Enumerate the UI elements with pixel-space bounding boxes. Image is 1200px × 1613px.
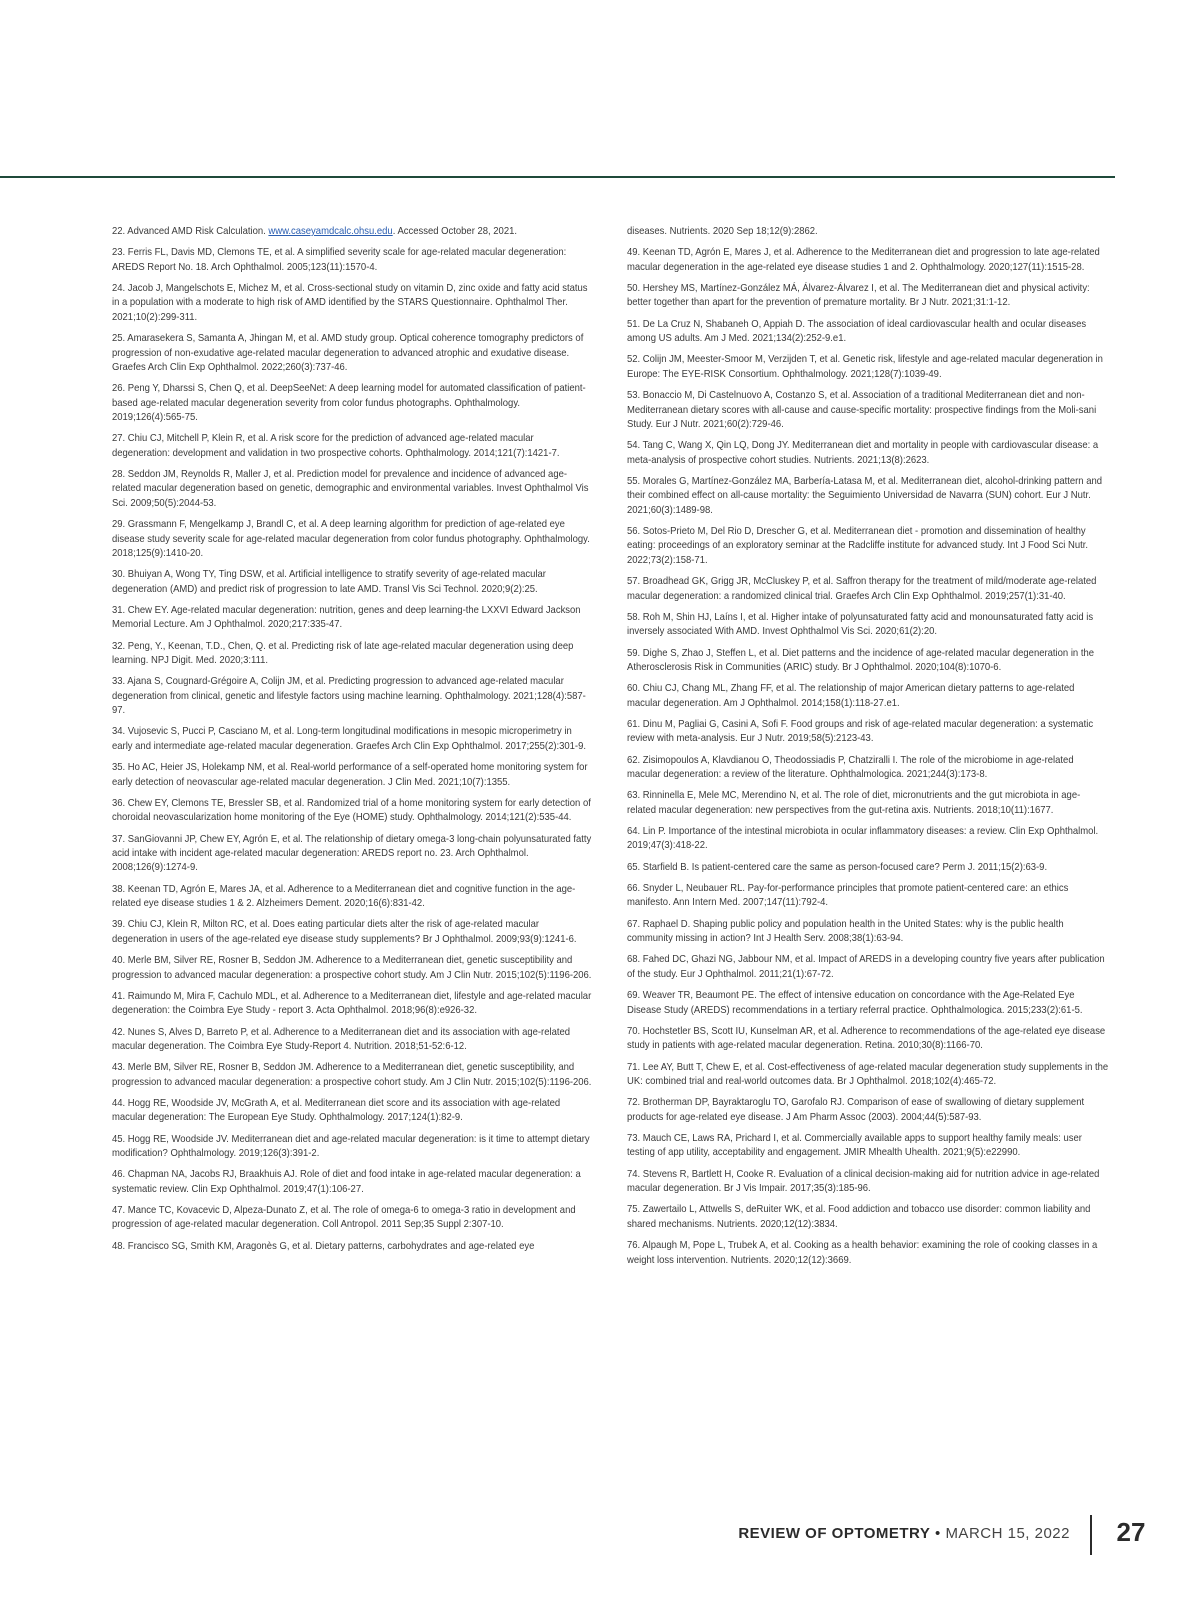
reference-link[interactable]: www.caseyamdcalc.ohsu.edu — [268, 226, 393, 237]
reference-item: 55. Morales G, Martínez-González MA, Barbería-Latasa M, et al. Mediterranean diet, alcohol-drinking pattern and their combined effect on all-cause mortality: the Seguimiento Universidad de Navarra (SUN) cohort. Eur J Nutr. 2021;60(3):1489-98. — [627, 475, 1103, 516]
reference-item: 57. Broadhead GK, Grigg JR, McCluskey P, et al. Saffron therapy for the treatment of mild/moderate age-related macular degeneration: a randomized clinical trial. Graefes Arch Clin Exp Ophthalmol. 2019;257(1):31-40. — [627, 576, 1097, 602]
reference-item: 58. Roh M, Shin HJ, Laíns I, et al. Higher intake of polyunsaturated fatty acid and monounsaturated fatty acid is inversely associated With AMD. Invest Ophthalmol Vis Sci. 2020;61(2):20. — [627, 611, 1094, 638]
reference-item: 75. Zawertailo L, Attwells S, deRuiter WK, et al. Food addiction and tobacco use disorder: common liability and shared mechanisms. Nutrients. 2020;12(12):3834. — [627, 1204, 1091, 1230]
reference-item: 63. Rinninella E, Mele MC, Merendino N, et al. The role of diet, micronutrients and the gut microbiota in age-related macular degeneration: new perspectives from the gut-retina axis. Nutrients. 2018;10(11):1677. — [627, 790, 1081, 816]
reference-item: 74. Stevens R, Bartlett H, Cooke R. Evaluation of a clinical decision-making aid for nutrition advice in age-related macular degeneration. Br J Vis Impair. 2017;35(3):185-96. — [627, 1168, 1100, 1195]
reference-item: 30. Bhuiyan A, Wong TY, Ting DSW, et al. Artificial intelligence to stratify severity of age-related macular degeneration (AMD) and predict risk of progression to late AMD. Transl Vis Sci Technol. 2020;9(2):25. — [112, 569, 546, 595]
reference-item: 23. Ferris FL, Davis MD, Clemons TE, et al. A simplified severity scale for age-related macular degeneration: AREDS Report No. 18. Arch Ophthalmol. 2005;123(11):1570-4. — [112, 247, 567, 273]
reference-item: 32. Peng, Y., Keenan, T.D., Chen, Q. et al. Predicting risk of late age-related macular degeneration using deep learning. NPJ Digit. Med. 2020;3:111. — [112, 640, 574, 667]
reference-item: 65. Starfield B. Is patient-centered care the same as person-focused care? Perm J. 2011;15(2):63-9. — [627, 861, 1048, 873]
reference-item: 61. Dinu M, Pagliai G, Casini A, Sofi F. Food groups and risk of age-related macular degeneration: a systematic review with meta-analysis. Eur J Nutr. 2019;58(5):2123-43. — [627, 718, 1094, 745]
reference-item: 54. Tang C, Wang X, Qin LQ, Dong JY. Mediterranean diet and mortality in people with cardiovascular disease: a meta-analysis of prospective cohort studies. Nutrients. 2021;13(8):2623. — [627, 440, 1099, 466]
footer-publication-line — [738, 1525, 1070, 1542]
reference-item: 43. Merle BM, Silver RE, Rosner B, Seddon JM. Adherence to a Mediterranean diet, genetic susceptibility, and progression to advanced macular degeneration: a prospective cohort study. Am J Clin Nutr. 2015;102(5):1196-206. — [112, 1062, 592, 1088]
reference-item: 27. Chiu CJ, Mitchell P, Klein R, et al. A risk score for the prediction of advanced age-related macular degeneration: development and validation in two prospective cohorts. Ophthalmology. 2014;121(7):1421-7. — [112, 433, 560, 459]
header-rule — [0, 176, 1115, 178]
reference-item: 71. Lee AY, Butt T, Chew E, et al. Cost-effectiveness of age-related macular degeneration study supplements in the UK: combined trial and real-world outcomes data. Br J Ophthalmol. 2018;102(4):465-72. — [627, 1061, 1109, 1087]
page-number: 27 — [1116, 1517, 1146, 1547]
reference-item: 39. Chiu CJ, Klein R, Milton RC, et al. Does eating particular diets alter the risk of age-related macular degeneration in users of the age-related eye disease study supplements? Br J Ophthalmol. 2009;93(9):1241-6. — [112, 919, 577, 945]
reference-item: 46. Chapman NA, Jacobs RJ, Braakhuis AJ. Role of diet and food intake in age-related macular degeneration: a systematic review. Clin Exp Ophthalmol. 2019;47(1):106-27. — [112, 1169, 581, 1195]
reference-item: 45. Hogg RE, Woodside JV. Mediterranean diet and age-related macular degeneration: is it time to attempt dietary modification? Ophthalmology. 2019;126(3):391-2. — [112, 1133, 590, 1160]
reference-item: 47. Mance TC, Kovacevic D, Alpeza-Dunato Z, et al. The role of omega-6 to omega-3 ratio in development and progression of age-related macular degeneration. Coll Antropol. 2011 Sep;35 Suppl 2:307-10. — [112, 1205, 576, 1231]
reference-item: 62. Zisimopoulos A, Klavdianou O, Theodossiadis P, Chatziralli I. The role of the microbiome in age-related macular degeneration: a review of the literature. Ophthalmologica. 2021;244(3):173-8. — [627, 754, 1074, 781]
issue-date: MARCH 15, 2022 — [945, 1525, 1070, 1542]
reference-item: 69. Weaver TR, Beaumont PE. The effect of intensive education on concordance with the Age-Related Eye Disease Study (AREDS) recommendations in a tertiary referral practice. Ophthalmologica. 2015;233(2):61-5. — [627, 990, 1083, 1016]
reference-item: 59. Dighe S, Zhao J, Steffen L, et al. Diet patterns and the incidence of age-related macular degeneration in the Atherosclerosis Risk in Communities (ARIC) study. Br J Ophthalmol. 2020;104(8):1070-6. — [627, 647, 1095, 673]
reference-item: 49. Keenan TD, Agrón E, Mares J, et al. Adherence to the Mediterranean diet and progression to late age-related macular degeneration in the age-related eye disease studies 1 and 2. Ophthalmology. 2020;127(11):1515-28. — [627, 247, 1100, 273]
reference-item: 76. Alpaugh M, Pope L, Trubek A, et al. Cooking as a health behavior: examining the role of cooking classes in a weight loss intervention. Nutrients. 2020;12(12):3669. — [627, 1240, 1098, 1266]
footer-divider — [1090, 1515, 1092, 1555]
reference-item: 52. Colijn JM, Meester-Smoor M, Verzijden T, et al. Genetic risk, lifestyle and age-related macular degeneration in Europe: The EYE-RISK Consortium. Ophthalmology. 2021;128(7):1039-49. — [627, 354, 1103, 380]
references-right-column — [627, 225, 1109, 1275]
reference-item: 24. Jacob J, Mangelschots E, Michez M, et al. Cross-sectional study on vitamin D, zinc oxide and fatty acid status in a population with a moderate to high risk of AMD identified by the STARS Questionnaire. Ophthalmol Ther. 2021;10(2):299-311. — [112, 283, 588, 323]
reference-item: 28. Seddon JM, Reynolds R, Maller J, et al. Prediction model for prevalence and incidence of advanced age-related macular degeneration based on genetic, demographic and environmental variables. Invest Ophthalmol Vis Sci. 2009;50(5):2044-53. — [112, 469, 589, 509]
reference-item: 31. Chew EY. Age-related macular degeneration: nutrition, genes and deep learning-the LXXVI Edward Jackson Memorial Lecture. Am J Ophthalmol. 2020;217:335-47. — [112, 604, 581, 631]
reference-item: 53. Bonaccio M, Di Castelnuovo A, Costanzo S, et al. Association of a traditional Mediterranean diet and non-Mediterranean dietary scores with all-cause and cause-specific mortality: prospective findings from the Moli-sani Study. Eur J Nutr. 2021;60(2):729-46. — [627, 390, 1097, 430]
page-footer — [700, 1515, 1160, 1555]
reference-item: 50. Hershey MS, Martínez-González MÁ, Álvarez-Álvarez I, et al. The Mediterranean diet and physical activity: better together than apart for the prevention of premature mortality. Br J Nutr. 2021;31:1-12. — [627, 283, 1090, 309]
reference-text: . Accessed October 28, 2021. — [392, 226, 518, 237]
footer-bullet: • — [935, 1525, 941, 1542]
reference-item: 36. Chew EY, Clemons TE, Bressler SB, et al. Randomized trial of a home monitoring system for early detection of choroidal neovascularization home monitoring of the Eye (HOME) study. Ophthalmology. 2014;121(2):535-44. — [112, 797, 591, 824]
reference-item: 66. Snyder L, Neubauer RL. Pay-for-performance principles that promote patient-centered care: an ethics manifesto. Ann Intern Med. 2007;147(11):792-4. — [627, 883, 1069, 909]
reference-item: 67. Raphael D. Shaping public policy and population health in the United States: why is the public health community missing in action? Int J Health Serv. 2008;38(1):63-94. — [627, 918, 1064, 945]
reference-item: diseases. Nutrients. 2020 Sep 18;12(9):2862. — [627, 226, 818, 237]
reference-item: 38. Keenan TD, Agrón E, Mares JA, et al. Adherence to a Mediterranean diet and cognitive function in the age-related eye disease studies 1 & 2. Alzheimers Dement. 2020;16(6):831-42. — [112, 883, 576, 910]
reference-item: 48. Francisco SG, Smith KM, Aragonès G, et al. Dietary patterns, carbohydrates and age-related eye — [112, 1240, 535, 1252]
reference-item: 73. Mauch CE, Laws RA, Prichard I, et al. Commercially available apps to support healthy family meals: user testing of app utility, acceptability and engagement. JMIR Mhealth Uhealth. 2021;9(5):e22990. — [627, 1132, 1082, 1159]
reference-item: 44. Hogg RE, Woodside JV, McGrath A, et al. Mediterranean diet score and its association with age-related macular degeneration: The European Eye Study. Ophthalmology. 2017;124(1):82-9. — [112, 1097, 561, 1124]
reference-item: 70. Hochstetler BS, Scott IU, Kunselman AR, et al. Adherence to recommendations of the age-related eye disease study in patients with age-related macular degeneration. Retina. 2010;30(8):1166-70. — [627, 1025, 1106, 1052]
reference-item: 41. Raimundo M, Mira F, Cachulo MDL, et al. Adherence to a Mediterranean diet, lifestyle and age-related macular degeneration: the Coimbra Eye Study - report 3. Acta Ophthalmol. 2018;96(8):e926-32. — [112, 990, 592, 1017]
reference-item: 72. Brotherman DP, Bayraktaroglu TO, Garofalo RJ. Comparison of ease of swallowing of dietary supplement products for age-related eye disease. J Am Pharm Assoc (2003). 2004;44(5):587-93. — [627, 1097, 1085, 1123]
reference-item: 33. Ajana S, Cougnard-Grégoire A, Colijn JM, et al. Predicting progression to advanced age-related macular degeneration from clinical, genetic and lifestyle factors using machine learning. Ophthalmology. 2021;128(4):587-97. — [112, 676, 586, 717]
reference-item — [112, 225, 594, 239]
references-left-column — [112, 225, 594, 1261]
reference-item: 26. Peng Y, Dharssi S, Chen Q, et al. DeepSeeNet: A deep learning model for automated classification of patient-based age-related macular degeneration severity from color fundus photographs. Ophthalmology. 2019;126(4):565-75. — [112, 383, 586, 424]
reference-item: 42. Nunes S, Alves D, Barreto P, et al. Adherence to a Mediterranean diet and its association with age-related macular degeneration. The Coimbra Eye Study-Report 4. Nutrition. 2018;51-52:6-12. — [112, 1026, 571, 1052]
reference-item: 37. SanGiovanni JP, Chew EY, Agrón E, et al. The relationship of dietary omega-3 long-chain polyunsaturated fatty acid intake with incident age-related macular degeneration: AREDS report no. 23. Arch Ophthalmol. 2008;126(9):1274-9. — [112, 833, 592, 874]
reference-text: 22. Advanced AMD Risk Calculation. — [112, 226, 269, 237]
publication-name: REVIEW OF OPTOMETRY — [738, 1525, 931, 1542]
reference-item: 60. Chiu CJ, Chang ML, Zhang FF, et al. The relationship of major American dietary patterns to age-related macular degeneration. Am J Ophthalmol. 2014;158(1):118-27.e1. — [627, 683, 1075, 709]
reference-item: 40. Merle BM, Silver RE, Rosner B, Seddon JM. Adherence to a Mediterranean diet, genetic susceptibility and progression to advanced macular degeneration: a prospective cohort study. Am J Clin Nutr. 2015;102(5):1196-206. — [112, 955, 592, 981]
reference-item: 29. Grassmann F, Mengelkamp J, Brandl C, et al. A deep learning algorithm for prediction of age-related eye disease study severity scale for age-related macular degeneration from color fundus photography. Ophthalmology. 2018;125(9):1410-20. — [112, 519, 590, 559]
reference-item: 51. De La Cruz N, Shabaneh O, Appiah D. The association of ideal cardiovascular health and ocular diseases among US adults. Am J Med. 2021;134(2):252-9.e1. — [627, 318, 1087, 345]
reference-item: 34. Vujosevic S, Pucci P, Casciano M, et al. Long-term longitudinal modifications in mesopic microperimetry in early and intermediate age-related macular degeneration. Graefes Arch Clin Exp Ophthalmol. 2017;255(2):301-9. — [112, 726, 586, 752]
reference-item: 56. Sotos-Prieto M, Del Rio D, Drescher G, et al. Mediterranean diet - promotion and dissemination of healthy eating: proceedings of an exploratory seminar at the Radcliffe institute for advanced study. Int J Food Sci Nutr. 2022;73(2):158-71. — [627, 526, 1088, 566]
reference-item: 25. Amarasekera S, Samanta A, Jhingan M, et al. AMD study group. Optical coherence tomography predictors of progression of non-exudative age-related macular degeneration to advanced atrophic and exudative disease. Graefes Arch Clin Exp Ophthalmol. 2022;260(3):737-46. — [112, 333, 584, 373]
reference-item: 35. Ho AC, Heier JS, Holekamp NM, et al. Real-world performance of a self-operated home monitoring system for early detection of neovascular age-related macular degeneration. J Clin Med. 2021;10(7):1355. — [112, 762, 588, 788]
reference-item: 68. Fahed DC, Ghazi NG, Jabbour NM, et al. Impact of AREDS in a developing country five years after publication of the study. Eur J Ophthalmol. 2011;21(1):67-72. — [627, 954, 1105, 980]
reference-item: 64. Lin P. Importance of the intestinal microbiota in ocular inflammatory diseases: a review. Clin Exp Ophthalmol. 2019;47(3):418-22. — [627, 826, 1099, 852]
